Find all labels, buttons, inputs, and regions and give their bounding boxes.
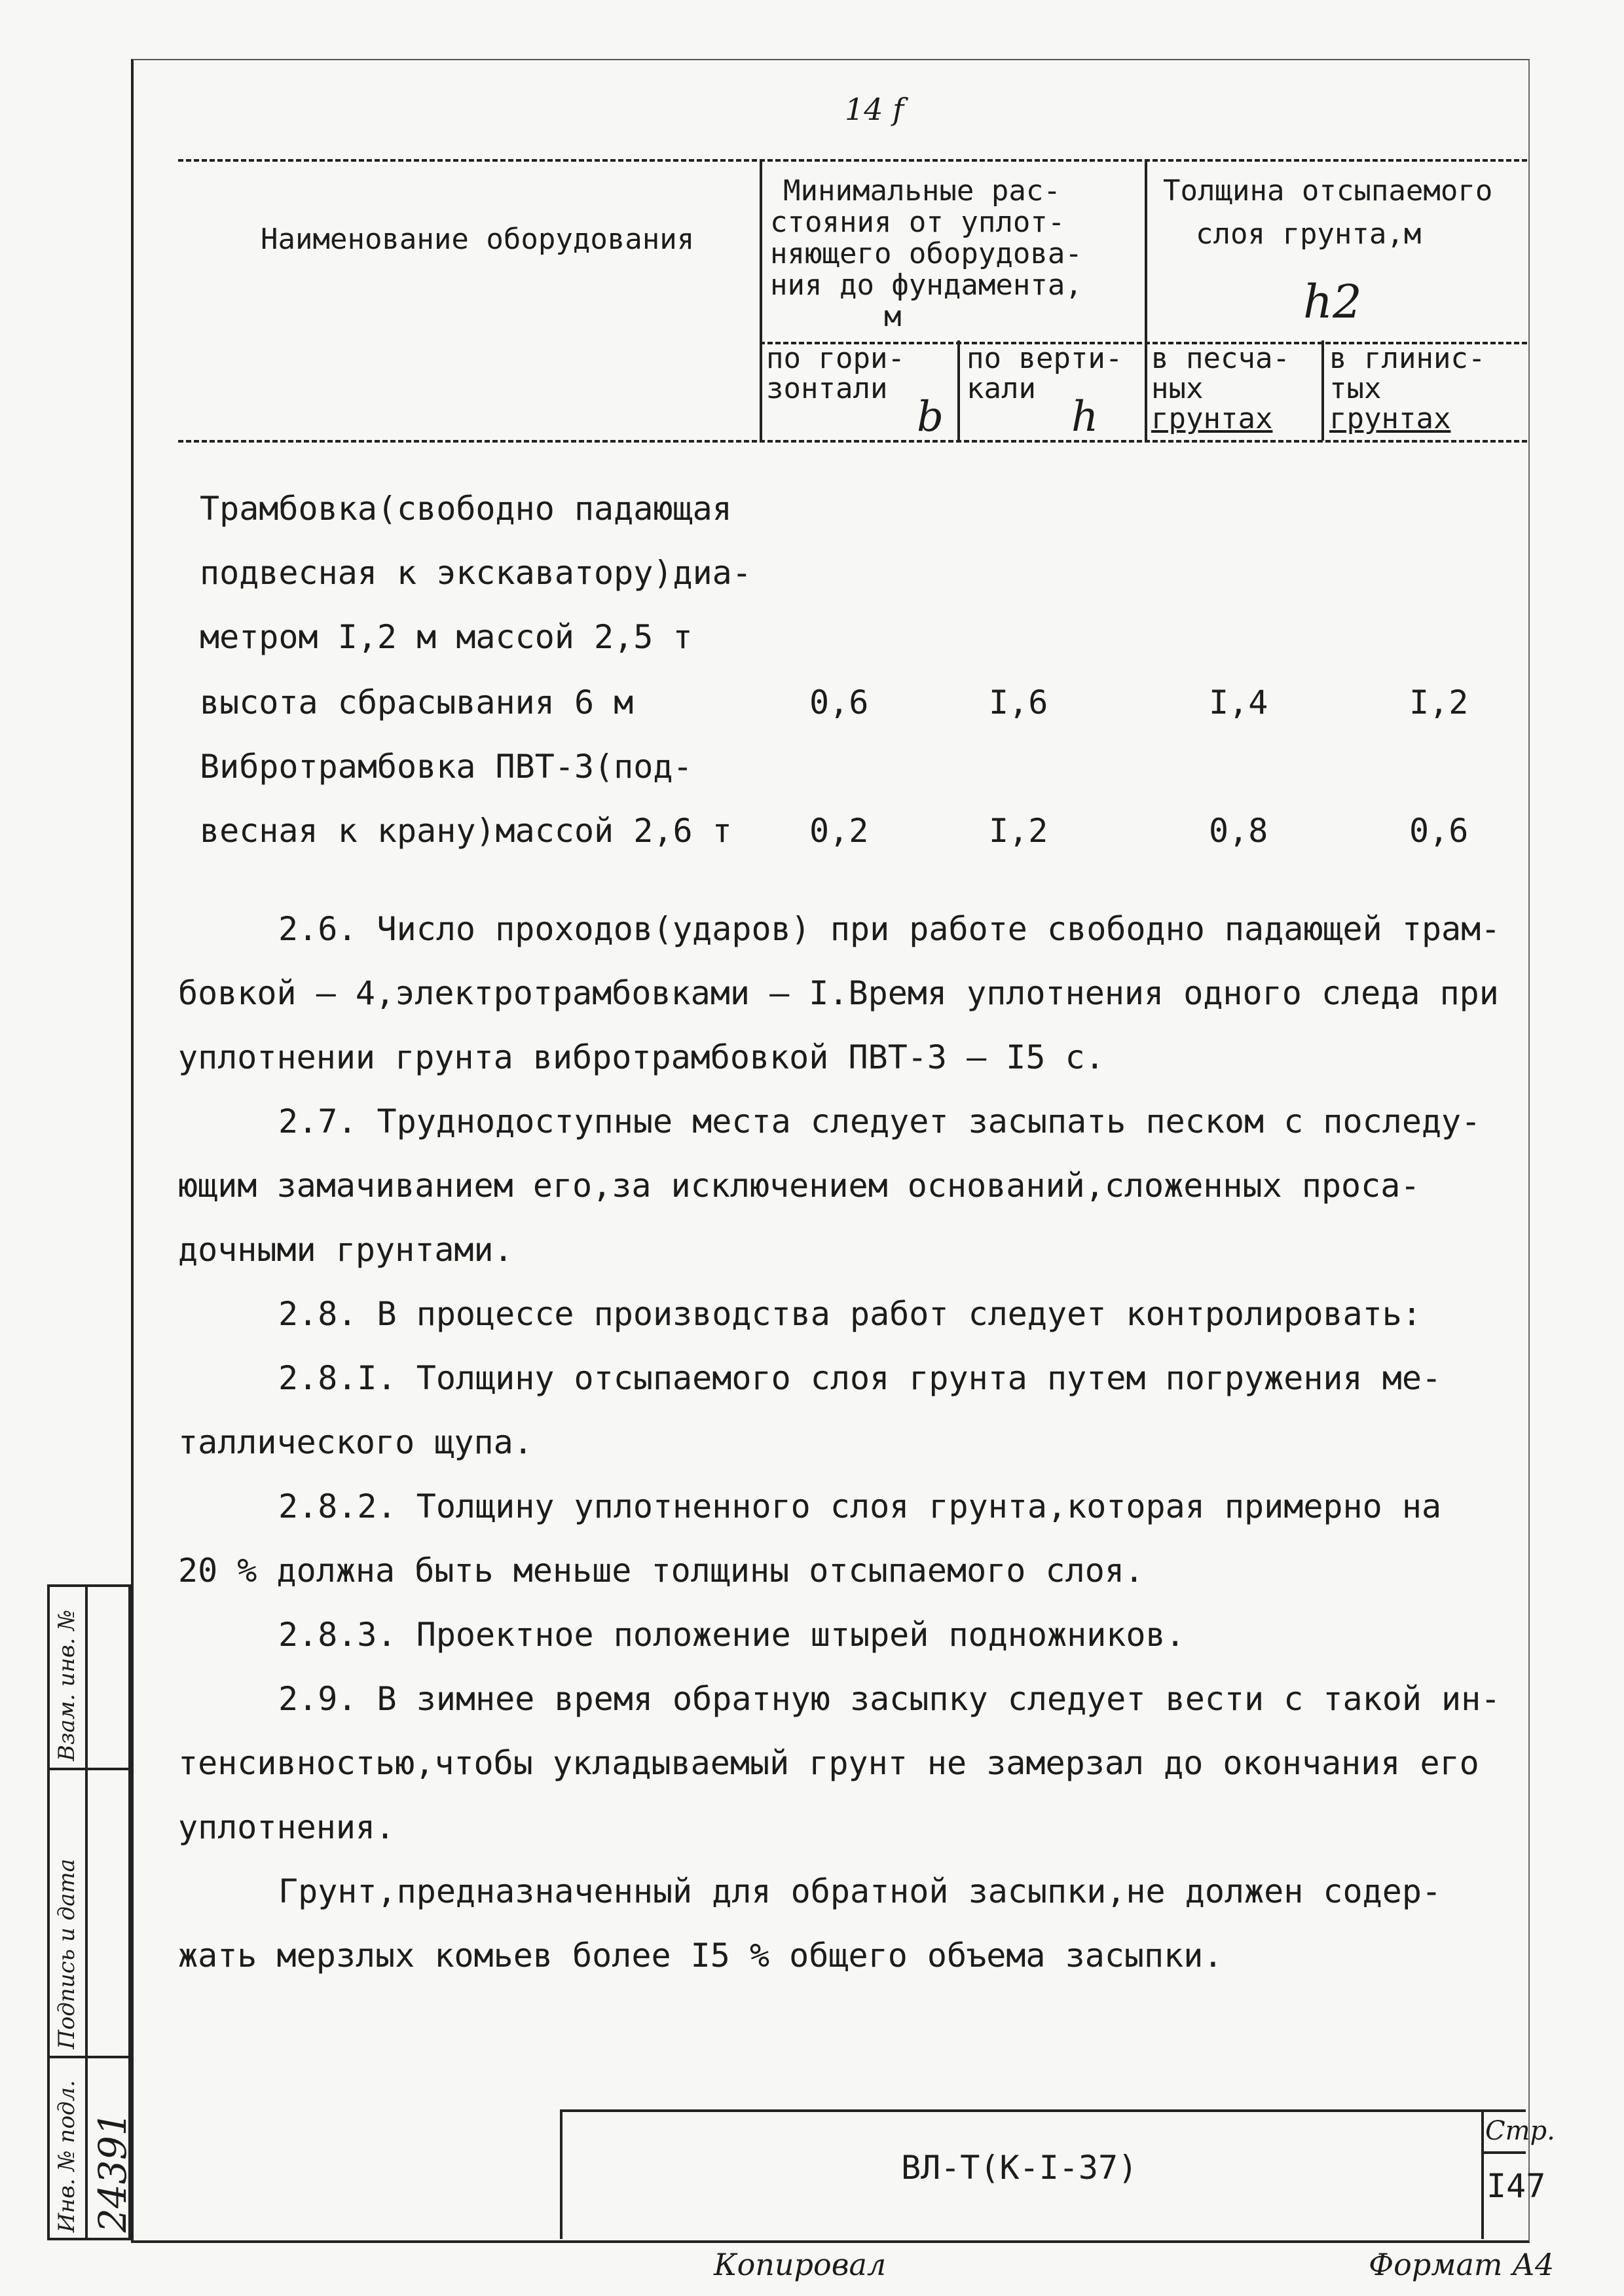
- side-stamp-divider: [85, 1584, 88, 2240]
- paragraph-line: 2.8.3. Проектное положение штырей подножников.: [278, 1616, 1185, 1654]
- row1-horizontal: 0,6: [809, 683, 869, 721]
- footer-copied: Копировал: [714, 2247, 887, 2282]
- paragraph-line: 2.6. Число проходов(ударов) при работе свободно падающей трам-: [278, 910, 1501, 948]
- subheader-clay-2: тых: [1329, 372, 1382, 405]
- header-thickness-1: Толщина отсыпаемого: [1163, 174, 1493, 208]
- col-divider-1: [760, 159, 762, 441]
- top-page-number: 14 f: [845, 92, 904, 127]
- paragraph-line: 2.8.2. Толщину уплотненного слоя грунта,которая примерно на: [278, 1487, 1442, 1525]
- paragraph-line: бовкой – 4,электротрамбовками – I.Время уплотнения одного следа при: [178, 974, 1499, 1012]
- row1-name-line3: метром I,2 м массой 2,5 т: [200, 618, 693, 656]
- side-stamp-rule-2: [47, 2056, 131, 2058]
- row2-horizontal: 0,2: [809, 812, 869, 850]
- row2-clay: 0,6: [1409, 812, 1469, 850]
- inv-number: 24391: [90, 2111, 135, 2232]
- row2-vertical: I,2: [989, 812, 1048, 850]
- row2-name-line2: весная к крану)массой 2,6 т: [200, 812, 732, 850]
- handwritten-h2: h2: [1303, 275, 1362, 329]
- header-min-distance-4: ния до фундамента,: [770, 268, 1082, 302]
- podpis-data-label: Подпись и дата: [54, 1859, 80, 2049]
- paragraph-line: 2.7. Труднодоступные места следует засыпать песком с последу-: [278, 1102, 1481, 1140]
- paragraph-line: таллического щупа.: [178, 1423, 533, 1461]
- header-min-distance-1: Минимальные рас-: [783, 174, 1061, 208]
- col-divider-3: [957, 340, 960, 441]
- paragraph-line: Грунт,предназначенный для обратной засыпки,не должен содер-: [278, 1872, 1442, 1910]
- paragraph-line: 20 % должна быть меньше толщины отсыпаемого слоя.: [178, 1552, 1145, 1590]
- header-min-distance-2: стояния от уплот-: [770, 206, 1065, 239]
- table-bottom-rule: [178, 440, 1527, 443]
- page-number: I47: [1486, 2167, 1546, 2205]
- subheader-sand-2: ных: [1151, 372, 1204, 405]
- subheader-clay-3: грунтах: [1329, 402, 1451, 435]
- row1-vertical: I,6: [989, 683, 1048, 721]
- subheader-sand-1: в песча-: [1151, 342, 1290, 375]
- table-top-rule: [178, 159, 1527, 162]
- paragraph-line: жать мерзлых комьев более I5 % общего объема засыпки.: [178, 1937, 1223, 1975]
- header-equipment-name: Наименование оборудования: [261, 223, 695, 256]
- paragraph-line: уплотнении грунта вибротрамбовкой ПВТ-3 – I5 с.: [178, 1038, 1105, 1076]
- footer-format: Формат А4: [1369, 2247, 1555, 2282]
- side-stamp-rule-1: [47, 1768, 131, 1770]
- doc-code: ВЛ-Т(К-I-37): [901, 2149, 1138, 2187]
- paragraph-line: ющим замачиванием его,за исключением оснований,сложенных проса-: [178, 1167, 1420, 1205]
- vzam-inv-label: Взам. инв. №: [54, 1609, 80, 1761]
- subheader-vertical-2: кали: [967, 372, 1036, 405]
- title-block-page-rule: [1481, 2151, 1526, 2154]
- subheader-horizontal-1: по гори-: [766, 342, 905, 375]
- subheader-sand-3: грунтах: [1151, 402, 1273, 435]
- paragraph-line: 2.9. В зимнее время обратную засыпку следует вести с такой ин-: [278, 1680, 1501, 1718]
- row1-sand: I,4: [1209, 683, 1268, 721]
- subheader-clay-1: в глинис-: [1329, 342, 1486, 375]
- header-min-distance-3: няющего оборудова-: [770, 237, 1082, 270]
- paragraph-line: уплотнения.: [178, 1808, 396, 1846]
- row1-name-line1: Трамбовка(свободно падающая: [200, 490, 732, 528]
- handwritten-b: b: [917, 393, 944, 441]
- row2-sand: 0,8: [1209, 812, 1268, 850]
- inv-podl-label: Инв. № подл.: [54, 2080, 80, 2232]
- paragraph-line: 2.8.I. Толщину отсыпаемого слоя грунта путем погружения ме-: [278, 1359, 1442, 1397]
- subheader-horizontal-2: зонтали: [766, 372, 888, 405]
- col-divider-4: [1321, 340, 1324, 441]
- header-thickness-2: слоя грунта,м: [1196, 217, 1422, 251]
- header-min-distance-unit: м: [884, 300, 902, 333]
- paragraph-line: тенсивностью,чтобы укладываемый грунт не замерзал до окончания его: [178, 1744, 1479, 1782]
- subheader-vertical-1: по верти-: [967, 342, 1123, 375]
- col-divider-2: [1145, 159, 1147, 441]
- row1-name-line2: подвесная к экскаватору)диа-: [200, 554, 752, 592]
- handwritten-h: h: [1071, 393, 1099, 441]
- row1-clay: I,2: [1409, 683, 1469, 721]
- page-label: Стр.: [1485, 2116, 1555, 2146]
- title-block-divider: [1481, 2109, 1484, 2239]
- row1-name-line4: высота сбрасывания 6 м: [200, 683, 634, 721]
- paragraph-line: 2.8. В процессе производства работ следует контролировать:: [278, 1295, 1422, 1333]
- row2-name-line1: Вибротрамбовка ПВТ-3(под-: [200, 748, 693, 786]
- paragraph-line: дочными грунтами.: [178, 1231, 513, 1269]
